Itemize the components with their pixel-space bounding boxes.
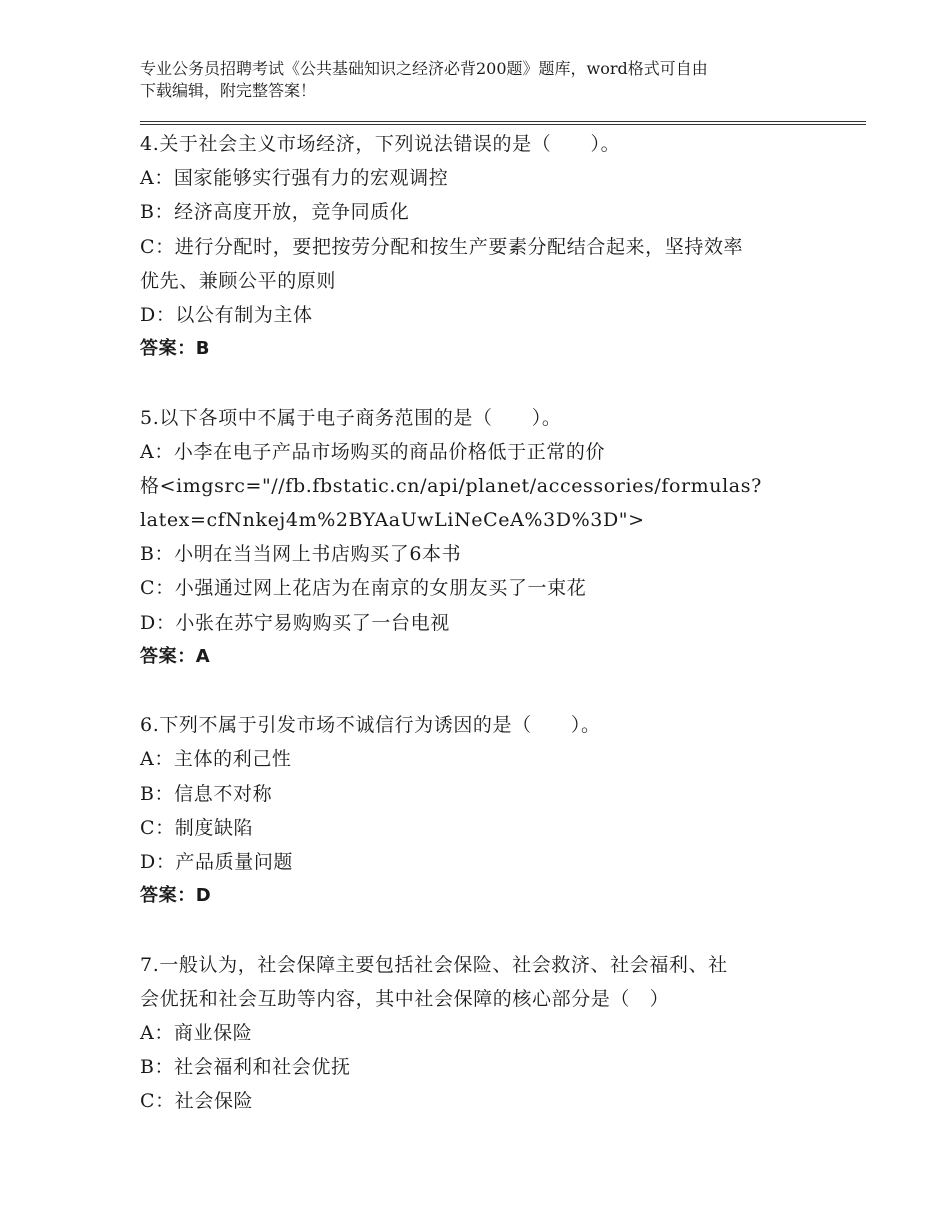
answer-option: A：国家能够实行强有力的宏观调控 <box>140 167 449 190</box>
answer-option: B：经济高度开放，竞争同质化 <box>140 201 410 224</box>
question-stem: 4.关于社会主义市场经济，下列说法错误的是（ ）。 <box>140 133 621 155</box>
question-spacer <box>140 366 820 400</box>
answer-key: 答案：D <box>140 885 212 907</box>
document-header <box>140 58 820 102</box>
question-stem: 6.下列不属于引发市场不诚信行为诱因的是（ ）。 <box>140 714 601 737</box>
answer-option: A：主体的利己性 <box>140 748 292 771</box>
header-divider <box>140 121 866 122</box>
question-block <box>140 127 820 401</box>
answer-option: A：商业保险 <box>140 1021 253 1044</box>
question-stem: 5.以下各项中不属于电子商务范围的是（ ）。 <box>140 406 562 429</box>
answer-option: C：制度缺陷 <box>140 816 254 839</box>
answer-option: C：小强通过网上花店为在南京的女朋友买了一束花 <box>140 577 587 600</box>
question-spacer <box>140 674 820 708</box>
answer-option: 格<imgsrc="//fb.fbstatic.cn/api/planet/accessories/formulas? <box>140 474 762 497</box>
answer-option: D：产品质量问题 <box>140 850 294 873</box>
header-divider <box>140 124 866 125</box>
answer-option: D：以公有制为主体 <box>140 303 313 326</box>
header-line: 下载编辑，附完整答案！ <box>140 81 317 100</box>
answer-option: C：进行分配时，要把按劳分配和按生产要素分配结合起来，坚持效率 <box>140 235 744 258</box>
answer-option: C：社会保险 <box>140 1090 254 1113</box>
answer-option: B：小明在当当网上书店购买了6本书 <box>140 543 462 566</box>
answer-key: 答案：A <box>140 645 211 667</box>
question-list <box>140 127 820 1118</box>
answer-option: D：小张在苏宁易购购买了一台电视 <box>140 611 450 634</box>
question-spacer <box>140 913 820 947</box>
question-block <box>140 948 820 1119</box>
question-block <box>140 401 820 709</box>
question-stem: 会优抚和社会互助等内容，其中社会保障的核心部分是（ ） <box>140 987 670 1010</box>
answer-option: 优先、兼顾公平的原则 <box>140 269 337 292</box>
answer-option: B：社会福利和社会优抚 <box>140 1056 351 1079</box>
question-stem: 7.一般认为，社会保障主要包括社会保险、社会救济、社会福利、社 <box>140 953 728 976</box>
header-line: 专业公务员招聘考试《公共基础知识之经济必背200题》题库，word格式可自由 <box>140 59 708 78</box>
question-block <box>140 708 820 947</box>
answer-option: A：小李在电子产品市场购买的商品价格低于正常的价 <box>140 440 606 463</box>
answer-key: 答案：B <box>140 338 211 360</box>
answer-option: B：信息不对称 <box>140 782 273 805</box>
answer-option: latex=cfNnkej4m%2BYAaUwLiNeCeA%3D%3D"> <box>140 509 645 532</box>
